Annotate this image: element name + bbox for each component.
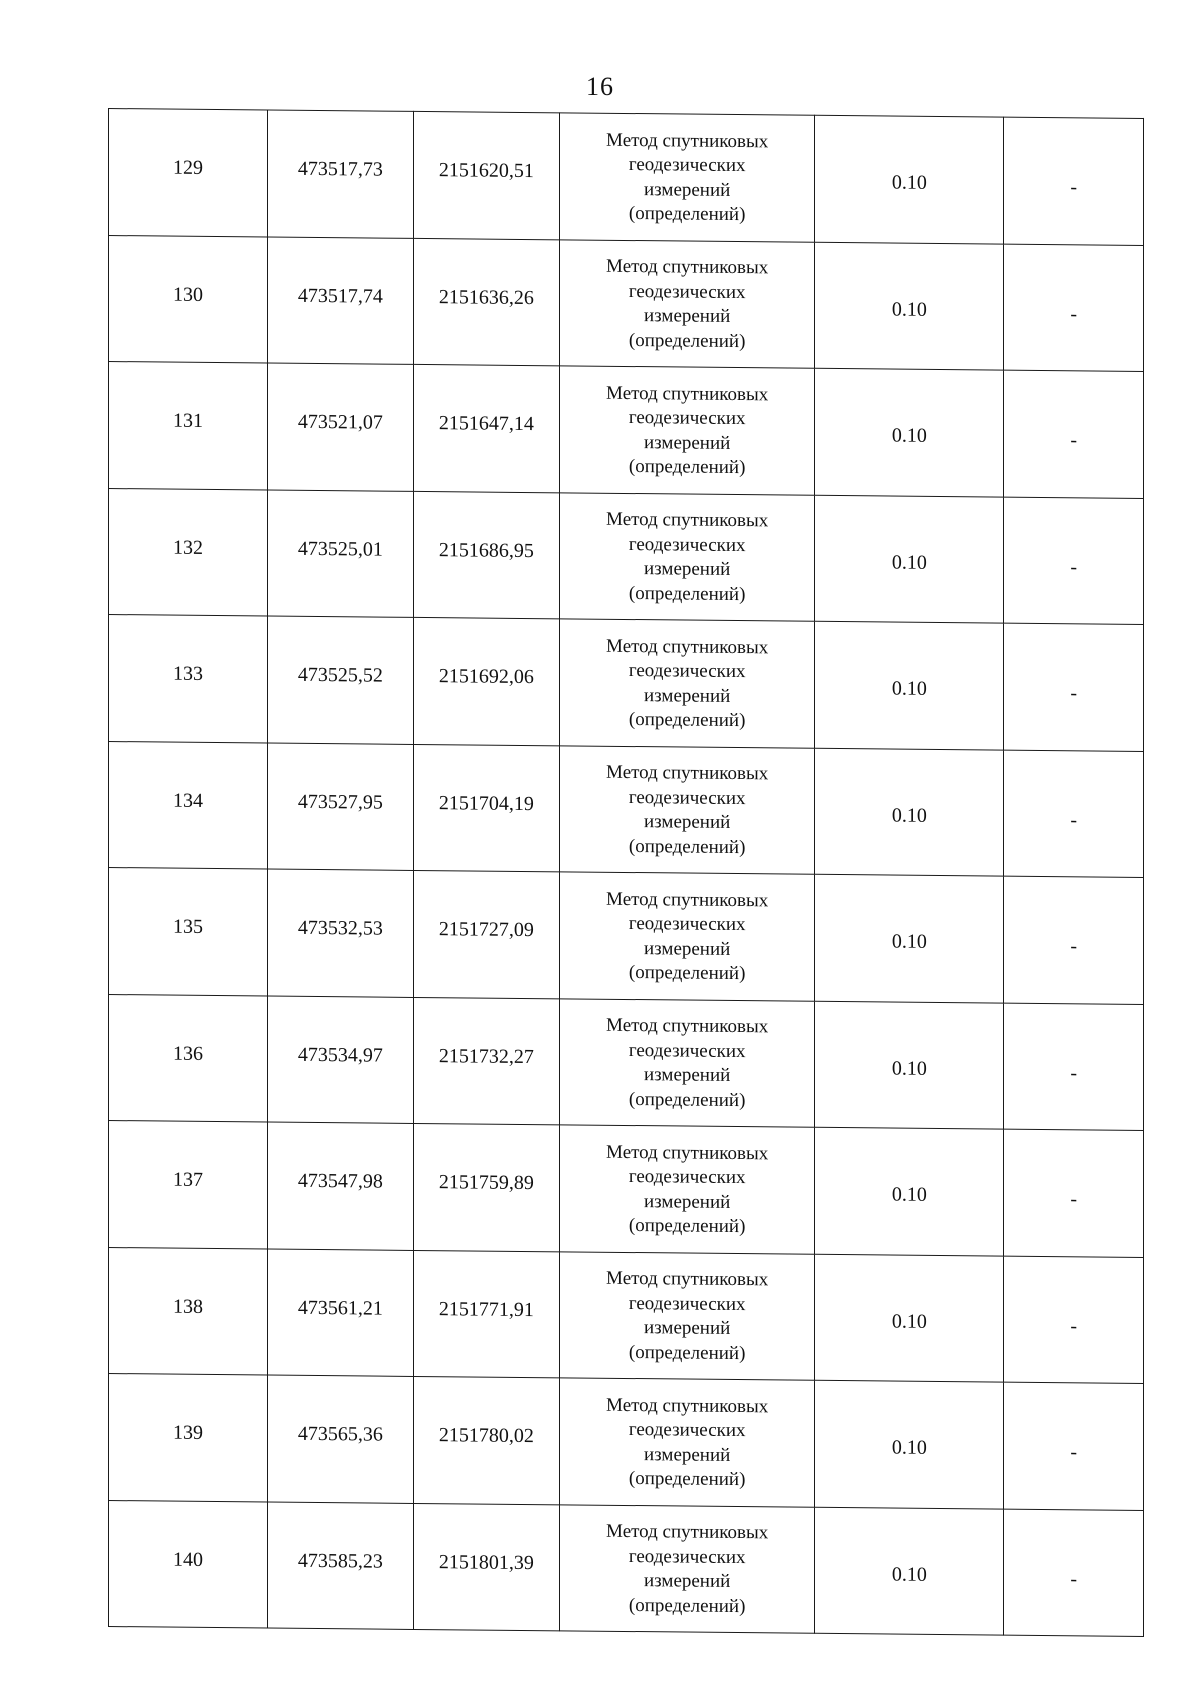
note-cell: - (1004, 1003, 1144, 1131)
accuracy-cell: 0.10 (815, 368, 1004, 496)
method-cell (559, 745, 815, 874)
y-coordinate-cell: 2151647,14 (413, 364, 559, 492)
method-line: (определений) (628, 329, 746, 352)
accuracy-cell: 0.10 (815, 1380, 1004, 1508)
y-coordinate-cell: 2151704,19 (413, 744, 559, 872)
accuracy-cell: 0.10 (815, 1507, 1004, 1635)
method-line: геодезических (628, 913, 746, 936)
method-line: геодезических (628, 154, 746, 177)
method-line: геодезических (628, 1292, 746, 1315)
table-row (109, 109, 1144, 245)
method-line: измерений (644, 937, 731, 960)
note-cell: - (1004, 497, 1144, 625)
method-line: Метод спутниковых (606, 1521, 769, 1544)
method-cell (559, 998, 815, 1127)
point-number-cell: 135 (109, 868, 268, 996)
note-cell: - (1004, 1256, 1144, 1384)
x-coordinate-cell: 473525,52 (267, 616, 413, 744)
method-line: Метод спутниковых (606, 762, 769, 785)
x-coordinate-cell: 473585,23 (267, 1502, 413, 1630)
table-row (109, 1247, 1144, 1383)
table-row (109, 235, 1144, 371)
method-cell (559, 1251, 815, 1380)
table-row (109, 615, 1144, 751)
method-line: Метод спутниковых (606, 1268, 769, 1291)
y-coordinate-cell: 2151620,51 (413, 111, 559, 239)
method-cell (559, 492, 815, 621)
method-line: Метод спутниковых (606, 509, 769, 532)
coordinates-table (108, 108, 1144, 1637)
method-line: геодезических (628, 660, 746, 683)
page-number: 16 (586, 72, 614, 101)
method-cell (559, 1504, 815, 1633)
y-coordinate-cell: 2151727,09 (413, 870, 559, 998)
note-cell: - (1004, 117, 1144, 245)
method-line: геодезических (628, 533, 746, 556)
x-coordinate-cell: 473532,53 (267, 869, 413, 997)
method-line: (определений) (628, 709, 746, 732)
method-cell (559, 872, 815, 1001)
method-line: (определений) (628, 1215, 746, 1238)
note-cell: - (1004, 370, 1144, 498)
accuracy-cell: 0.10 (815, 115, 1004, 243)
method-line: (определений) (628, 203, 746, 226)
method-cell (559, 1125, 815, 1254)
note-cell: - (1004, 876, 1144, 1004)
point-number-cell: 129 (109, 109, 268, 237)
method-line: Метод спутниковых (606, 1141, 769, 1165)
accuracy-cell: 0.10 (815, 242, 1004, 370)
table-row (109, 362, 1144, 498)
method-line: геодезических (628, 786, 746, 809)
method-line: Метод спутниковых (606, 635, 769, 659)
accuracy-cell: 0.10 (815, 621, 1004, 749)
method-line: измерений (644, 558, 731, 581)
note-cell: - (1004, 1129, 1144, 1257)
method-cell (559, 1378, 815, 1507)
method-line: Метод спутниковых (606, 1394, 769, 1418)
x-coordinate-cell: 473565,36 (267, 1375, 413, 1503)
table-row (109, 994, 1144, 1130)
method-cell (559, 113, 815, 242)
method-line: геодезических (628, 407, 746, 430)
method-line: измерений (644, 1570, 731, 1593)
method-line: (определений) (628, 582, 746, 605)
point-number-cell: 133 (109, 615, 268, 743)
y-coordinate-cell: 2151692,06 (413, 617, 559, 745)
accuracy-cell: 0.10 (815, 1254, 1004, 1382)
method-line: (определений) (628, 1594, 746, 1617)
x-coordinate-cell: 473521,07 (267, 363, 413, 491)
accuracy-cell: 0.10 (815, 1001, 1004, 1129)
y-coordinate-cell: 2151780,02 (413, 1376, 559, 1504)
point-number-cell: 130 (109, 235, 268, 363)
table-row (109, 741, 1144, 877)
method-line: измерений (644, 811, 731, 834)
y-coordinate-cell: 2151686,95 (413, 491, 559, 619)
method-line: измерений (644, 684, 731, 707)
point-number-cell: 131 (109, 362, 268, 490)
accuracy-cell: 0.10 (815, 495, 1004, 623)
point-number-cell: 136 (109, 994, 268, 1122)
method-line: Метод спутниковых (606, 129, 769, 153)
table-row (109, 868, 1144, 1004)
method-cell (559, 239, 815, 368)
table-row (109, 1500, 1144, 1636)
accuracy-cell: 0.10 (815, 874, 1004, 1002)
method-line: (определений) (628, 1468, 746, 1491)
method-cell (559, 366, 815, 495)
method-line: измерений (644, 305, 731, 328)
method-line: Метод спутниковых (606, 888, 769, 912)
method-line: (определений) (628, 962, 746, 985)
method-line: (определений) (628, 1341, 746, 1364)
note-cell: - (1004, 1382, 1144, 1510)
x-coordinate-cell: 473534,97 (267, 996, 413, 1124)
point-number-cell: 139 (109, 1374, 268, 1502)
accuracy-cell: 0.10 (815, 748, 1004, 876)
method-line: Метод спутниковых (606, 1015, 769, 1038)
method-line: измерений (644, 1064, 731, 1087)
method-line: измерений (644, 1443, 731, 1466)
method-line: геодезических (628, 280, 746, 303)
method-line: Метод спутниковых (606, 256, 769, 279)
method-cell (559, 619, 815, 748)
point-number-cell: 134 (109, 741, 268, 869)
note-cell: - (1004, 244, 1144, 372)
point-number-cell: 137 (109, 1121, 268, 1249)
y-coordinate-cell: 2151801,39 (413, 1503, 559, 1631)
table-row (109, 488, 1144, 624)
method-line: (определений) (628, 835, 746, 858)
table-body (109, 109, 1144, 1637)
method-line: измерений (644, 1190, 731, 1213)
x-coordinate-cell: 473525,01 (267, 490, 413, 618)
table-row (109, 1121, 1144, 1257)
y-coordinate-cell: 2151771,91 (413, 1250, 559, 1378)
method-line: геодезических (628, 1039, 746, 1062)
point-number-cell: 138 (109, 1247, 268, 1375)
method-line: измерений (644, 1317, 731, 1340)
method-line: геодезических (628, 1166, 746, 1189)
y-coordinate-cell: 2151636,26 (413, 238, 559, 366)
table-row (109, 1374, 1144, 1510)
method-line: измерений (644, 178, 731, 201)
accuracy-cell: 0.10 (815, 1127, 1004, 1255)
y-coordinate-cell: 2151759,89 (413, 1123, 559, 1251)
method-line: геодезических (628, 1545, 746, 1568)
note-cell: - (1004, 623, 1144, 751)
coordinates-table-wrapper (108, 108, 1144, 1637)
point-number-cell: 140 (109, 1500, 268, 1628)
x-coordinate-cell: 473517,73 (267, 110, 413, 238)
method-line: Метод спутниковых (606, 382, 769, 406)
method-line: (определений) (628, 456, 746, 479)
x-coordinate-cell: 473527,95 (267, 743, 413, 871)
method-line: (определений) (628, 1088, 746, 1111)
x-coordinate-cell: 473561,21 (267, 1249, 413, 1377)
x-coordinate-cell: 473517,74 (267, 237, 413, 365)
method-line: геодезических (628, 1419, 746, 1442)
y-coordinate-cell: 2151732,27 (413, 997, 559, 1125)
method-line: измерений (644, 431, 731, 454)
note-cell: - (1004, 1509, 1144, 1637)
x-coordinate-cell: 473547,98 (267, 1122, 413, 1250)
point-number-cell: 132 (109, 488, 268, 616)
note-cell: - (1004, 750, 1144, 878)
